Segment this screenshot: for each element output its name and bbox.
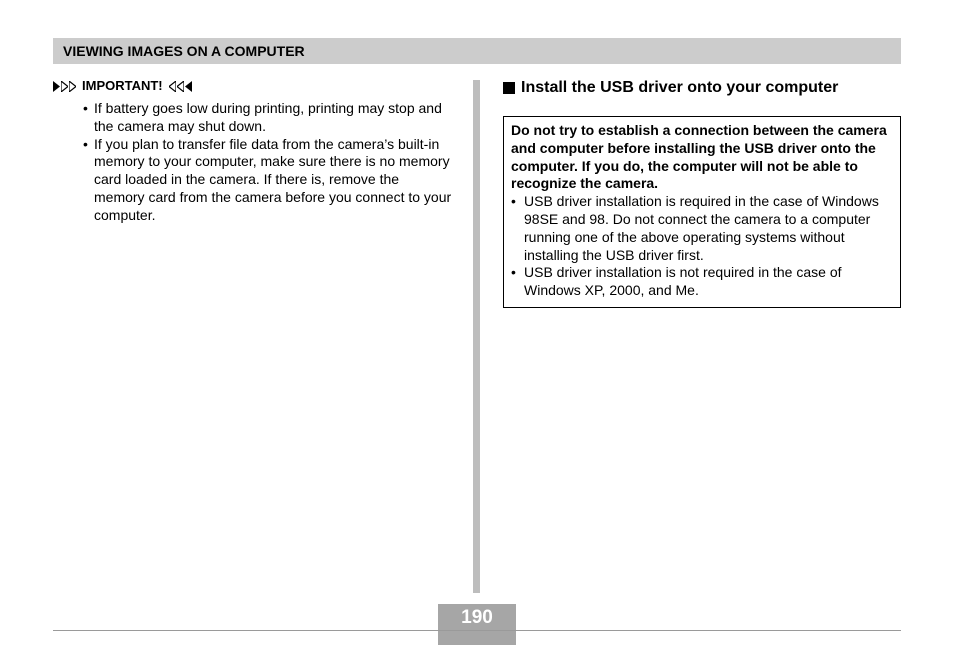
list-item-text: USB driver installation is not required in the case of Windows XP, 2000, and Me. [524, 264, 842, 299]
important-notes [53, 78, 453, 225]
list-item [511, 264, 894, 300]
square-bullet-icon [503, 82, 515, 94]
list-item-text: If you plan to transfer file data from the camera’s built-in memory to your computer, make sure there is no memory card loaded in the camera. If there is, remove the memory card from the camera before you connect to your computer. [94, 135, 452, 223]
page-number-box [438, 604, 516, 645]
usb-requirements-list [511, 193, 894, 300]
usb-section-heading-text: Install the USB driver onto your computer [521, 79, 839, 96]
list-item-text: If battery goes low during printing, printing may stop and the camera may shut down. [94, 100, 442, 134]
section-title: VIEWING IMAGES ON A COMPUTER [63, 43, 305, 59]
page-number-tab [438, 631, 516, 645]
warning-text: Do not try to establish a connection between the camera and computer before installing the USB driver onto the computer. If you do, the computer will not be able to recognize the camera. [511, 122, 887, 192]
list-item [83, 136, 453, 225]
bullet-icon: • [511, 193, 516, 210]
column-divider [473, 80, 480, 593]
footer-rule [53, 630, 901, 631]
bullet-icon: • [511, 264, 516, 281]
bullet-icon: • [83, 135, 88, 152]
usb-section-heading [503, 78, 901, 98]
list-item [511, 193, 894, 264]
list-item-text: USB driver installation is required in the case of Windows 98SE and 98. Do not connect the camera to a computer running one of the above operating systems without installing the USB driver first. [524, 193, 879, 263]
section-header-bar [53, 38, 901, 64]
warning-box [503, 116, 901, 308]
left-pointing-marks-icon [169, 81, 192, 92]
important-list [53, 100, 453, 225]
important-label: IMPORTANT! [82, 78, 163, 93]
page-number: 190 [438, 604, 516, 631]
important-heading [53, 78, 453, 94]
list-item [83, 100, 453, 136]
usb-driver-section [503, 78, 901, 308]
right-pointing-marks-icon [53, 81, 76, 92]
bullet-icon: • [83, 100, 88, 116]
